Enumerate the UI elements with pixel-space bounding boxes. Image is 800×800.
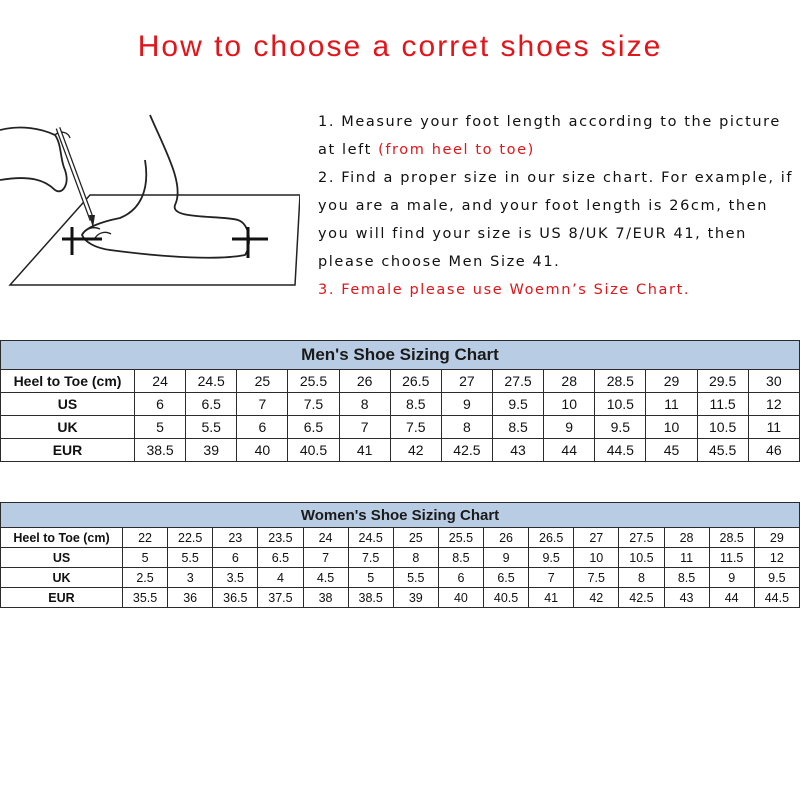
- row-label: UK: [1, 568, 123, 588]
- size-cell: 38.5: [348, 588, 393, 608]
- size-cell: 39: [186, 439, 237, 462]
- size-cell: 41: [529, 588, 574, 608]
- size-cell: 40.5: [484, 588, 529, 608]
- instruction-step-3: 3. Female please use Woemn’s Size Chart.: [318, 282, 691, 298]
- size-cell: 10.5: [697, 416, 748, 439]
- size-cell: 8.5: [390, 393, 441, 416]
- size-cell: 9.5: [492, 393, 543, 416]
- size-cell: 11: [664, 548, 709, 568]
- row-label: UK: [1, 416, 135, 439]
- size-cell: 23.5: [258, 528, 303, 548]
- row-label: US: [1, 548, 123, 568]
- size-cell: 9: [544, 416, 595, 439]
- size-cell: 44.5: [595, 439, 646, 462]
- size-cell: 6: [135, 393, 186, 416]
- size-cell: 25.5: [438, 528, 483, 548]
- size-cell: 24: [303, 528, 348, 548]
- size-cell: 23: [213, 528, 258, 548]
- size-cell: 45: [646, 439, 697, 462]
- row-label: Heel to Toe (cm): [1, 370, 135, 393]
- size-cell: 35.5: [123, 588, 168, 608]
- size-cell: 22: [123, 528, 168, 548]
- size-cell: 28.5: [595, 370, 646, 393]
- size-cell: 9.5: [754, 568, 799, 588]
- size-cell: 44.5: [754, 588, 799, 608]
- size-cell: 10.5: [595, 393, 646, 416]
- table-row: [1, 416, 800, 439]
- table-row: [1, 548, 800, 568]
- size-cell: 6.5: [484, 568, 529, 588]
- size-cell: 8: [619, 568, 664, 588]
- size-cell: 8.5: [664, 568, 709, 588]
- size-cell: 24.5: [186, 370, 237, 393]
- table-row: [1, 439, 800, 462]
- size-cell: 9: [709, 568, 754, 588]
- size-cell: 6.5: [186, 393, 237, 416]
- size-cell: 41: [339, 439, 390, 462]
- size-cell: 8: [441, 416, 492, 439]
- size-cell: 3: [168, 568, 213, 588]
- size-cell: 10: [544, 393, 595, 416]
- size-cell: 26.5: [390, 370, 441, 393]
- size-cell: 7.5: [288, 393, 339, 416]
- size-cell: 46: [748, 439, 799, 462]
- men-chart-title: Men's Shoe Sizing Chart: [1, 341, 800, 370]
- size-cell: 22.5: [168, 528, 213, 548]
- step1-text: 1. Measure your foot length according to the picture at left: [318, 114, 781, 158]
- size-cell: 12: [748, 393, 799, 416]
- size-cell: 42.5: [441, 439, 492, 462]
- size-cell: 5: [348, 568, 393, 588]
- size-cell: 40.5: [288, 439, 339, 462]
- size-cell: 7.5: [390, 416, 441, 439]
- size-cell: 25.5: [288, 370, 339, 393]
- size-cell: 7: [529, 568, 574, 588]
- size-cell: 29: [646, 370, 697, 393]
- size-cell: 11.5: [709, 548, 754, 568]
- size-cell: 7: [303, 548, 348, 568]
- size-cell: 5: [123, 548, 168, 568]
- size-cell: 40: [438, 588, 483, 608]
- row-label: EUR: [1, 588, 123, 608]
- table-row: [1, 370, 800, 393]
- table-row: [1, 588, 800, 608]
- size-cell: 5.5: [393, 568, 438, 588]
- size-cell: 44: [544, 439, 595, 462]
- size-cell: 27.5: [492, 370, 543, 393]
- row-label: Heel to Toe (cm): [1, 528, 123, 548]
- instructions: [318, 108, 798, 304]
- size-cell: 5: [135, 416, 186, 439]
- size-cell: 6.5: [258, 548, 303, 568]
- size-cell: 8: [393, 548, 438, 568]
- table-row: [1, 393, 800, 416]
- instruction-step-1: [318, 108, 798, 164]
- size-cell: 36.5: [213, 588, 258, 608]
- size-cell: 39: [393, 588, 438, 608]
- size-cell: 45.5: [697, 439, 748, 462]
- size-cell: 42: [574, 588, 619, 608]
- size-cell: 6: [438, 568, 483, 588]
- foot-measuring-icon: [0, 110, 300, 300]
- size-cell: 9: [441, 393, 492, 416]
- size-cell: 42: [390, 439, 441, 462]
- size-cell: 29.5: [697, 370, 748, 393]
- size-cell: 26: [339, 370, 390, 393]
- size-cell: 5.5: [168, 548, 213, 568]
- size-cell: 40: [237, 439, 288, 462]
- women-chart-title: Women's Shoe Sizing Chart: [1, 503, 800, 528]
- size-cell: 9: [484, 548, 529, 568]
- size-cell: 25: [237, 370, 288, 393]
- size-cell: 8: [339, 393, 390, 416]
- size-cell: 11: [646, 393, 697, 416]
- size-cell: 24.5: [348, 528, 393, 548]
- size-cell: 44: [709, 588, 754, 608]
- row-label: US: [1, 393, 135, 416]
- table-row: [1, 528, 800, 548]
- size-cell: 42.5: [619, 588, 664, 608]
- size-cell: 7.5: [348, 548, 393, 568]
- size-cell: 9.5: [595, 416, 646, 439]
- size-cell: 26: [484, 528, 529, 548]
- size-cell: 4: [258, 568, 303, 588]
- size-cell: 27.5: [619, 528, 664, 548]
- size-cell: 29: [754, 528, 799, 548]
- row-label: EUR: [1, 439, 135, 462]
- size-cell: 28.5: [709, 528, 754, 548]
- size-cell: 7: [339, 416, 390, 439]
- size-cell: 25: [393, 528, 438, 548]
- size-cell: 8.5: [438, 548, 483, 568]
- size-cell: 11: [748, 416, 799, 439]
- size-cell: 28: [544, 370, 595, 393]
- size-cell: 36: [168, 588, 213, 608]
- size-cell: 10.5: [619, 548, 664, 568]
- size-cell: 7.5: [574, 568, 619, 588]
- size-cell: 38: [303, 588, 348, 608]
- size-cell: 4.5: [303, 568, 348, 588]
- size-cell: 3.5: [213, 568, 258, 588]
- size-cell: 38.5: [135, 439, 186, 462]
- size-cell: 37.5: [258, 588, 303, 608]
- step1-note: (from heel to toe): [378, 142, 535, 158]
- women-size-chart: [0, 502, 800, 608]
- size-cell: 5.5: [186, 416, 237, 439]
- size-cell: 6: [237, 416, 288, 439]
- men-size-chart: [0, 340, 800, 462]
- size-cell: 43: [664, 588, 709, 608]
- size-cell: 30: [748, 370, 799, 393]
- size-cell: 8.5: [492, 416, 543, 439]
- size-cell: 24: [135, 370, 186, 393]
- size-cell: 6.5: [288, 416, 339, 439]
- size-cell: 11.5: [697, 393, 748, 416]
- size-cell: 27: [574, 528, 619, 548]
- size-cell: 10: [646, 416, 697, 439]
- size-cell: 12: [754, 548, 799, 568]
- size-cell: 6: [213, 548, 258, 568]
- instruction-step-2: 2. Find a proper size in our size chart. For example, if you are a male, and your foot length is 26cm, then you will find your size is US 8/UK 7/EUR 41, then please choose Men Size 41.: [318, 170, 794, 270]
- size-cell: 28: [664, 528, 709, 548]
- size-cell: 2.5: [123, 568, 168, 588]
- size-cell: 43: [492, 439, 543, 462]
- size-cell: 27: [441, 370, 492, 393]
- size-cell: 10: [574, 548, 619, 568]
- size-cell: 7: [237, 393, 288, 416]
- table-row: [1, 568, 800, 588]
- size-cell: 9.5: [529, 548, 574, 568]
- page-title: How to choose a corret shoes size: [137, 30, 663, 63]
- size-cell: 26.5: [529, 528, 574, 548]
